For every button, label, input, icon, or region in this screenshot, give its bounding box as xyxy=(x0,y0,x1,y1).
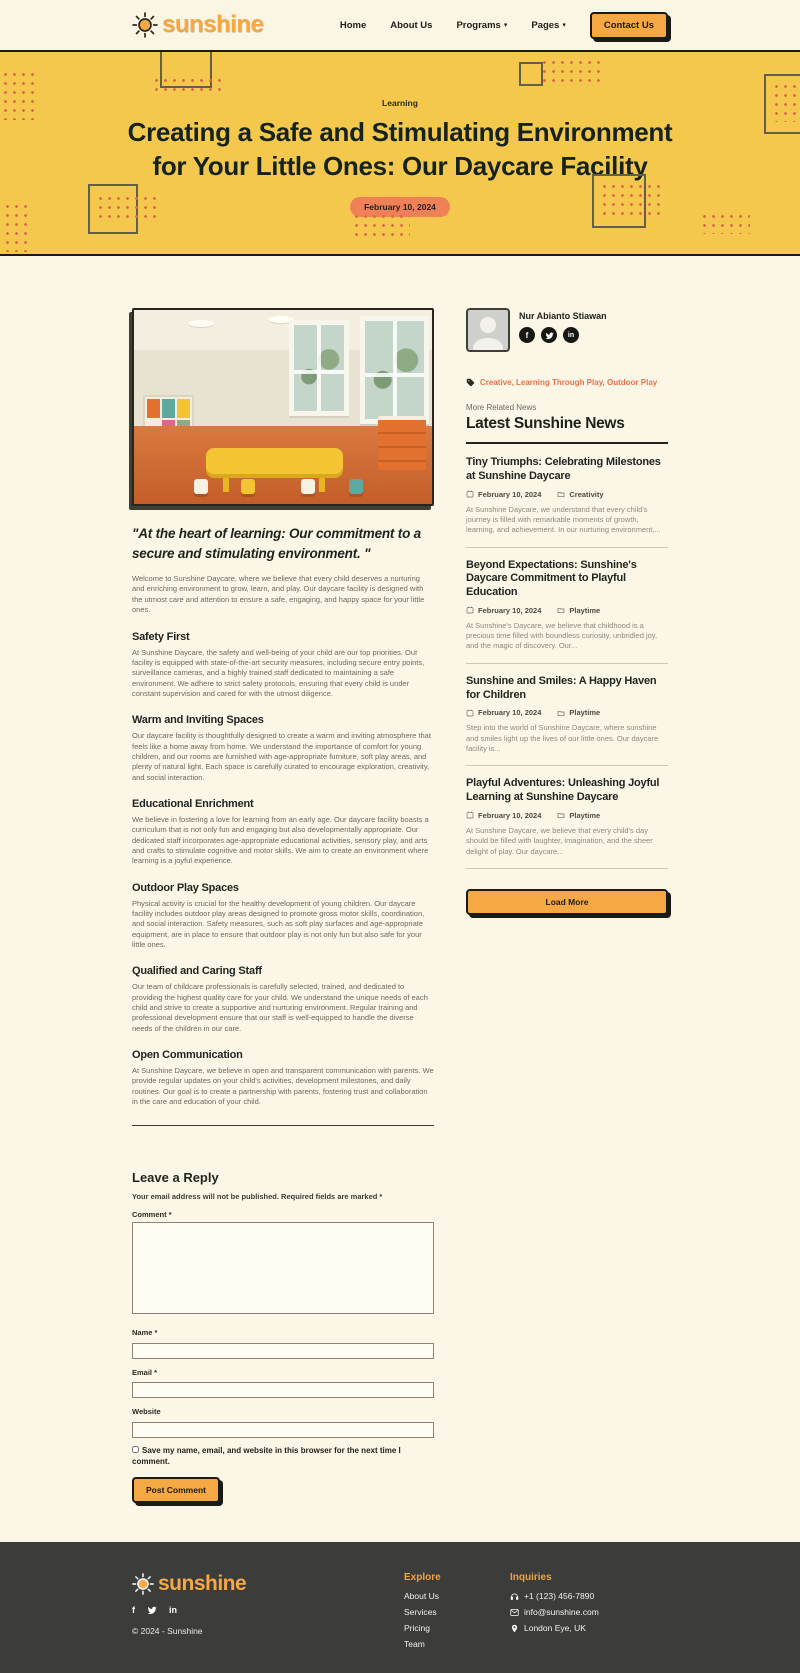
related-post-date: February 10, 2024 xyxy=(478,489,542,499)
decor-dots xyxy=(152,76,222,94)
calendar-icon xyxy=(466,811,474,819)
footer-logo-text: sunshine xyxy=(158,1572,247,1595)
sidebar-divider xyxy=(466,663,668,664)
chevron-down-icon: ▾ xyxy=(503,22,508,29)
post-tags xyxy=(466,378,668,387)
logo-text: sunshine xyxy=(162,11,264,38)
sidebar-divider xyxy=(466,868,668,869)
related-post-title[interactable]: Beyond Expectations: Sunshine's Daycare Commitment to Playful Education xyxy=(466,558,637,599)
decor-dots xyxy=(0,202,30,252)
sun-icon xyxy=(132,1573,154,1595)
sun-icon xyxy=(132,12,158,38)
section-heading: Warm and Inviting Spaces xyxy=(132,714,264,727)
footer xyxy=(0,1542,800,1673)
decor-dots xyxy=(96,194,158,224)
tag-icon xyxy=(466,378,475,387)
sidebar-divider-dark xyxy=(466,442,668,444)
linkedin-icon[interactable]: in xyxy=(169,1605,177,1615)
save-info-checkbox[interactable] xyxy=(132,1446,139,1453)
related-news-kicker: More Related News xyxy=(466,403,537,412)
website-field[interactable] xyxy=(132,1422,434,1438)
related-post-date: February 10, 2024 xyxy=(478,605,542,615)
footer-email[interactable]: info@sunshine.com xyxy=(524,1607,599,1617)
post-tags-links[interactable]: Creative, Learning Through Play, Outdoor Play xyxy=(480,378,658,387)
article-quote: "At the heart of learning: Our commitment to a secure and stimulating environment. " xyxy=(132,526,421,561)
envelope-icon xyxy=(510,1608,519,1617)
related-post-category[interactable]: Playtime xyxy=(569,605,601,615)
comment-label: Comment * xyxy=(132,1210,172,1220)
post-comment-button[interactable]: Post Comment xyxy=(132,1477,220,1503)
decor-dots xyxy=(600,182,664,220)
calendar-icon xyxy=(466,709,474,717)
comment-form xyxy=(132,1170,434,1502)
decor-dots xyxy=(700,212,750,234)
decor-dots xyxy=(772,82,798,122)
website-label: Website xyxy=(132,1407,161,1417)
hero-banner xyxy=(0,50,800,256)
related-post-excerpt: At Sunshine Daycare, we understand that every child's journey is filled with remarkable moments of growth, learning, and achievement. In our nurturing environment,... xyxy=(466,504,661,535)
post-category-label[interactable]: Learning xyxy=(382,98,418,108)
decor-dots xyxy=(0,70,38,120)
author-card xyxy=(466,308,668,352)
footer-inquiries-title: Inquiries xyxy=(510,1572,552,1583)
section-body: At Sunshine Daycare, the safety and well-being of your child are our top priorities. Our facility is equipped with state-of-the-art security measures, including secure entry points, surveillance cameras, and a highly trained staff dedicated to maintaining a safe environment. We adhere to strict safety protocols, ensuring that every child is under constant supervision and cared for with the utmost diligence. xyxy=(132,647,425,698)
related-post-date: February 10, 2024 xyxy=(478,810,542,820)
facebook-icon[interactable]: f xyxy=(519,327,535,343)
latest-news-title: Latest Sunshine News xyxy=(466,415,625,432)
email-field[interactable] xyxy=(132,1382,434,1398)
post-date-badge: February 10, 2024 xyxy=(350,197,450,217)
nav-about-us[interactable]: About Us xyxy=(390,19,433,31)
chevron-down-icon: ▾ xyxy=(562,22,566,29)
decor-dots xyxy=(540,58,604,86)
section-heading: Outdoor Play Spaces xyxy=(132,881,239,894)
section-body: Physical activity is crucial for the healthy development of young children. Our daycare facility includes outdoor play areas designed to promote gross motor skills, coordination, and social interaction. Safety measures, such as soft play surfaces and age-appropriate equipment, are in place to ensure that outdoor play is not only fun but also safe for your little ones. xyxy=(132,898,425,950)
footer-link-team[interactable]: Team xyxy=(404,1639,425,1649)
calendar-icon xyxy=(466,606,474,614)
article-intro: Welcome to Sunshine Daycare, where we believe that every child deserves a nurturing and enriching environment to grow, learn, and play. Our daycare facility is designed with the utmost care and attention to ensure a safe, engaging, and happy space for your little ones. xyxy=(132,574,425,615)
save-info-label: Save my name, email, and website in this browser for the next time I comment. xyxy=(132,1445,401,1466)
related-post-title[interactable]: Playful Adventures: Unleashing Joyful Learning at Sunshine Daycare xyxy=(466,777,660,804)
article-column xyxy=(132,308,434,1503)
email-label: Email * xyxy=(132,1367,158,1377)
comment-textarea[interactable] xyxy=(132,1222,434,1314)
section-heading: Open Communication xyxy=(132,1049,243,1062)
related-post-category[interactable]: Playtime xyxy=(569,708,601,718)
twitter-icon[interactable] xyxy=(147,1605,157,1617)
headset-icon xyxy=(510,1592,519,1601)
folder-icon xyxy=(557,606,565,614)
related-post xyxy=(466,777,668,869)
related-post-excerpt: Step into the world of Sunshine Daycare, where sunshine and smiles light up the lives of our little ones. Our daycare facility is... xyxy=(466,723,659,753)
logo[interactable] xyxy=(132,11,263,39)
related-post-date: February 10, 2024 xyxy=(478,708,542,718)
related-post-category[interactable]: Creativity xyxy=(569,489,604,499)
load-more-button[interactable]: Load More xyxy=(466,889,668,915)
nav-pages[interactable]: Pages ▾ xyxy=(531,19,566,31)
daycare-room-photo xyxy=(132,308,434,506)
location-pin-icon xyxy=(510,1624,519,1633)
footer-logo[interactable] xyxy=(132,1572,404,1596)
section-heading: Safety First xyxy=(132,630,190,643)
section-body: At Sunshine Daycare, we believe in open and transparent communication with parents. We provide regular updates on your child's activities, development milestones, and daily routines. Our goal is to create a partnership with parents, fostering trust and collaboration in the care and education of your child. xyxy=(132,1066,434,1107)
sidebar-divider xyxy=(466,547,668,548)
article-divider xyxy=(132,1125,434,1126)
section-heading: Qualified and Caring Staff xyxy=(132,965,262,978)
page-title: Creating a Safe and Stimulating Environment for Your Little Ones: Our Daycare Facility xyxy=(127,117,673,181)
section-body: We believe in fostering a love for learning from an early age. Our daycare facility boasts a curriculum that is not only fun and engaging but also developmentally appropriate. Our dedicated staff incorporates age-appropriate educational activities, sensory play, and arts and crafts to stimulate cognitive and motor skills. We aim to create an environment where learning is a joyful experience. xyxy=(132,814,429,866)
sidebar xyxy=(466,308,668,1503)
section-body: Our team of childcare professionals is carefully selected, trained, and dedicated to providing the highest quality care for your child. We understand the unique needs of each child and strive to create a supportive and nurturing environment. Regular training and professional development ensure that our staff is well-equipped to handle the diverse needs of the children in our care. xyxy=(132,982,428,1033)
related-post-excerpt: At Sunshine's Daycare, we believe that childhood is a precious time filled with boundless curiosity, unbridled joy, and the magic of discovery. Our... xyxy=(466,620,658,651)
avatar xyxy=(466,308,510,352)
footer-copyright: © 2024 - Sunshine xyxy=(132,1626,203,1636)
related-post xyxy=(466,456,668,548)
section-body: Our daycare facility is thoughtfully designed to create a warm and inviting atmosphere that feels like a home away from home. We understand the importance of comfort for young children, and our rooms are furnished with age-appropriate furniture, soft play areas, and plenty of natural light. Each space is carefully curated to encourage exploration, creativity, and social interaction. xyxy=(132,731,431,782)
related-post xyxy=(466,559,668,664)
name-label: Name * xyxy=(132,1328,158,1338)
calendar-icon xyxy=(466,490,474,498)
name-field[interactable] xyxy=(132,1343,434,1359)
section-heading: Educational Enrichment xyxy=(132,797,254,810)
footer-link-pricing[interactable]: Pricing xyxy=(404,1623,430,1633)
main-nav xyxy=(340,20,566,31)
facebook-icon[interactable]: f xyxy=(132,1605,135,1615)
twitter-icon[interactable] xyxy=(541,327,557,343)
related-post-title[interactable]: Sunshine and Smiles: A Happy Haven for Children xyxy=(466,674,657,701)
footer-link-about-us[interactable]: About Us xyxy=(404,1591,439,1601)
related-post-excerpt: At Sunshine Daycare, we believe that every child's day should be filled with laughter, imagination, and the sheer delight of play. Our daycare... xyxy=(466,825,653,856)
related-post xyxy=(466,675,668,767)
footer-phone[interactable]: +1 (123) 456-7890 xyxy=(524,1591,595,1601)
folder-icon xyxy=(557,709,565,717)
reply-note: Your email address will not be published. Required fields are marked * xyxy=(132,1192,383,1202)
nav-home[interactable]: Home xyxy=(339,19,367,31)
related-post-title[interactable]: Tiny Triumphs: Celebrating Milestones at Sunshine Daycare xyxy=(466,456,661,482)
folder-icon xyxy=(557,811,565,819)
related-post-category[interactable]: Playtime xyxy=(569,810,601,820)
footer-explore-title: Explore xyxy=(404,1572,441,1583)
footer-link-services[interactable]: Services xyxy=(404,1607,437,1617)
reply-title: Leave a Reply xyxy=(132,1170,219,1186)
linkedin-icon[interactable]: in xyxy=(563,327,579,343)
footer-address: London Eye, UK xyxy=(524,1623,586,1633)
author-name: Nur Abianto Stiawan xyxy=(519,311,607,321)
folder-icon xyxy=(557,490,565,498)
header xyxy=(0,0,800,50)
contact-us-button[interactable]: Contact Us xyxy=(590,12,668,39)
nav-programs[interactable]: Programs ▾ xyxy=(456,19,508,31)
sidebar-divider xyxy=(466,765,668,766)
decor-dots xyxy=(352,212,410,240)
